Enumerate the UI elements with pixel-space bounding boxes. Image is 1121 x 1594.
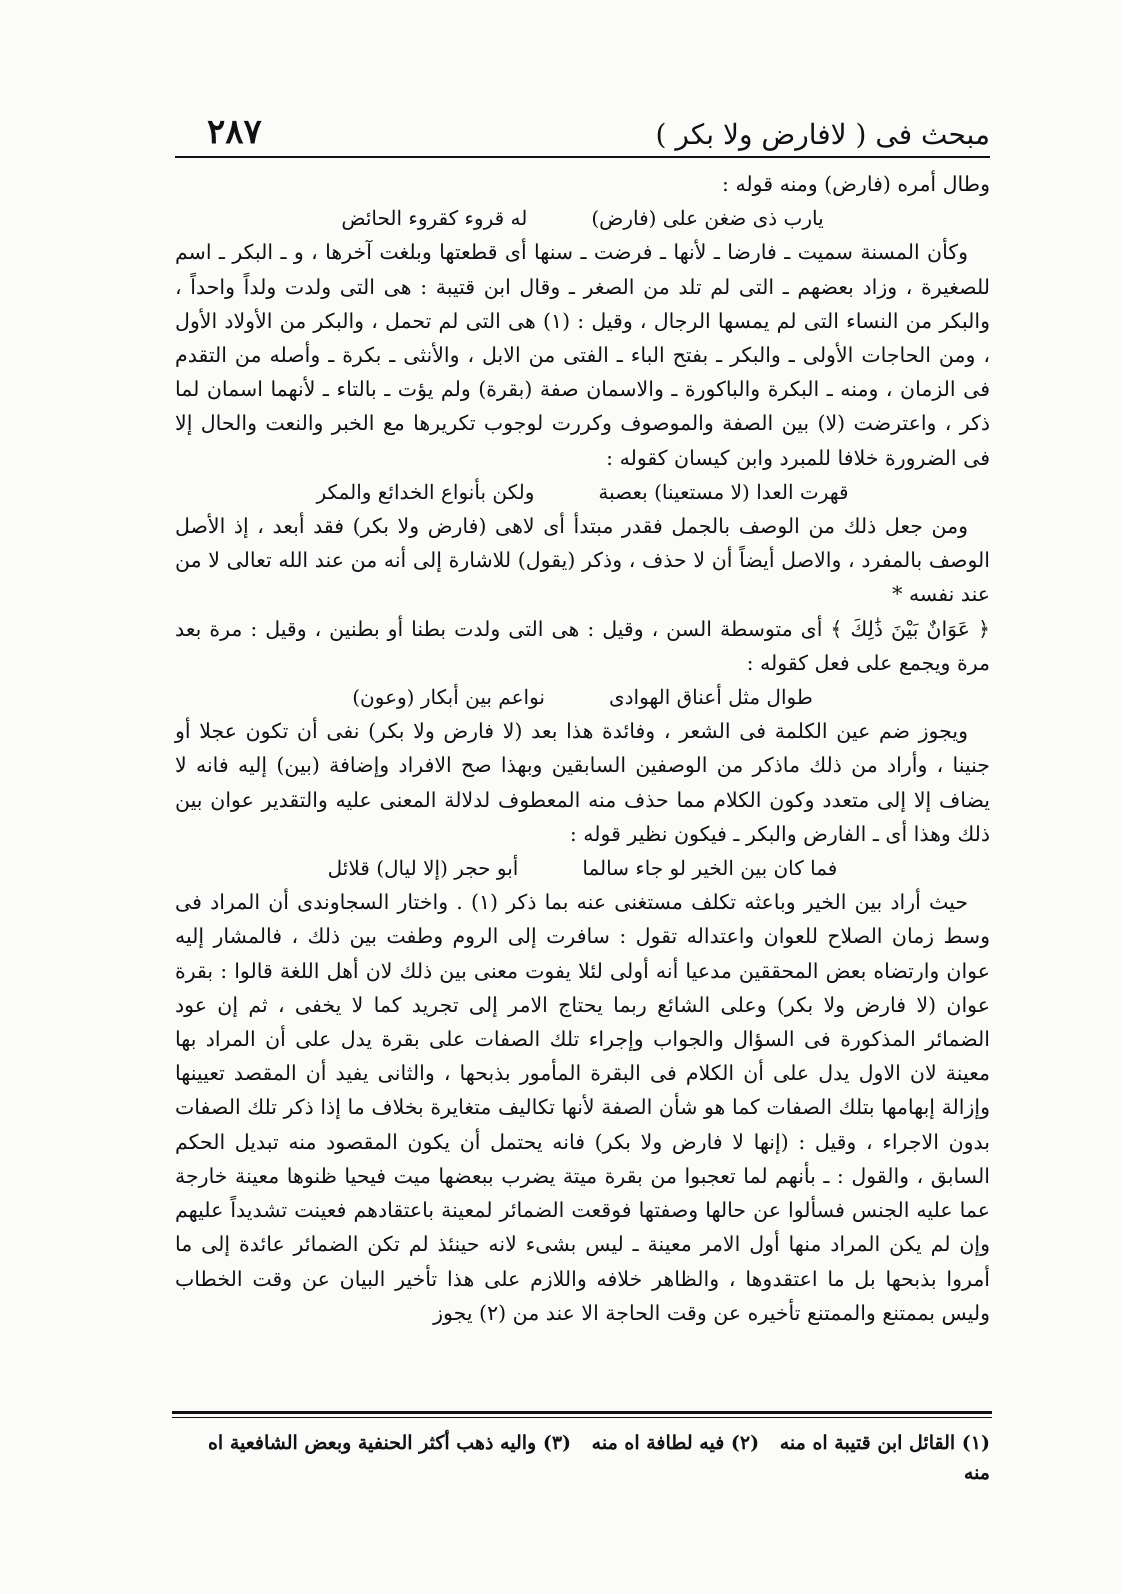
footnote-2: (٢) فيه لطافة اه منه bbox=[591, 1432, 760, 1454]
main-text bbox=[175, 167, 990, 1345]
poetry-verse bbox=[175, 680, 990, 714]
poetry-verse bbox=[175, 475, 990, 509]
verse-second-hemistich: نواعم بين أبكار (وعون) bbox=[352, 685, 545, 710]
verse-first-hemistich: فما كان بين الخير لو جاء سالما bbox=[582, 856, 838, 881]
running-title: مبحث فى ( لافارض ولا بكر ) bbox=[655, 118, 990, 151]
poetry-verse bbox=[175, 851, 990, 885]
footnote-3: (٣) واليه ذهب أكثر الحنفية وبعض الشافعية اه منه bbox=[207, 1432, 990, 1484]
verse-second-hemistich: له قروء كقروء الحائض bbox=[341, 206, 528, 231]
footnote-divider-thin bbox=[172, 1417, 992, 1418]
paragraph-text: أى متوسطة السن ، وقيل : هى التى ولدت بطنا أو بطنين ، وقيل : مرة بعد مرة ويجمع على فعل كقوله : bbox=[175, 616, 990, 675]
footnotes bbox=[175, 1428, 990, 1488]
poetry-verse bbox=[175, 201, 990, 235]
footnote-divider bbox=[172, 1411, 992, 1414]
verse-first-hemistich: يارب ذى ضغن على (فارض) bbox=[591, 206, 824, 231]
page-header bbox=[175, 112, 990, 158]
verse-second-hemistich: أبو حجر (إلا ليال) قلائل bbox=[327, 856, 519, 881]
verse-first-hemistich: قهرت العدا (لا مستعينا) بعصبة bbox=[598, 479, 849, 504]
paragraph: وكأن المسنة سميت ـ فارضا ـ لأنها ـ فرضت ـ سنها أى قطعتها وبلغت آخرها ، و ـ البكر ـ اسم للصغيرة ، وزاد بعضهم ـ التى لم تلد من الصغر ـ وقال ابن قتيبة : هى التى ولدت ولداً واحداً ، والبكر من النساء التى لم يمسها الرجال ، وقيل : (١) هى التى لم تحمل ، والبكر من الأولاد الأول ، ومن الحاجات الأولى ـ والبكر ـ بفتح الباء ـ الفتى من الابل ، والأنثى ـ بكرة ـ وأصله من التقدم فى الزمان ، ومنه ـ البكرة والباكورة ـ والاسمان صفة (بقرة) ولم يؤت ـ بالتاء ـ لأنهما اسمان لما ذكر ، واعترضت (لا) بين الصفة والموصوف وكررت لوجوب تكريرها مع الخبر والنعت والحال إلا فى الضرورة خلافا للمبرد وابن كيسان كقوله : bbox=[175, 240, 990, 470]
footnote-1: (١) القائل ابن قتيبة اه منه bbox=[779, 1432, 990, 1454]
page-number: ٢٨٧ bbox=[207, 112, 262, 152]
paragraph: ويجوز ضم عين الكلمة فى الشعر ، وفائدة هذا بعد (لا فارض ولا بكر) نفى أن تكون عجلا أو جنينا ، وأراد من ذلك ماذكر من الوصفين السابقين وبهذا صح الافراد وإضافة (بين) إليه فانه لا يضاف إلا إلى متعدد وكون الكلام مما حذف منه المعطوف لدلالة المعنى عليه والتقدير عوان بين ذلك وهذا أى ـ الفارض والبكر ـ فيكون نظير قوله : bbox=[175, 719, 990, 846]
paragraph: حيث أراد بين الخير وباعثه تكلف مستغنى عنه بما ذكر (١) . واختار السجاوندى أن المراد فى وسط زمان الصلاح للعوان واعتداله تقول : سافرت إلى الروم وطفت بين ذلك ، فالمشار إليه عوان وارتضاه بعض المحققين مدعيا أنه أولى لئلا يفوت معنى بين ذلك لان أهل اللغة قالوا : بقرة عوان (لا فارض ولا بكر) وعلى الشائع ربما يحتاج الامر إلى تجريد كما لا يخفى ، ثم إن عود الضمائر المذكورة فى السؤال والجواب وإجراء تلك الصفات على بقرة يدل على أن المراد بها معينة لان الاول يدل على أن الكلام فى البقرة المأمور بذبحها ، والثانى يفيد أن المقصد تعيينها وإزالة إبهامها بتلك الصفات كما هو شأن الصفة لأنها تكاليف متغايرة بخلاف ما إذا ذكر تلك الصفات بدون الاجراء ، وقيل : (إنها لا فارض ولا بكر) فانه يحتمل أن يكون المقصود منه تبديل الحكم السابق ، والقول : ـ بأنهم لما تعجبوا من بقرة ميتة يضرب ببعضها ميت فيحيا ظنوها معينة خارجة عما عليه الجنس فسألوا عن حالها وصفتها فوقعت الضمائر لمعينة باعتقادهم فعينت تشديداً عليهم وإن لم يكن المراد منها أول الامر معينة ـ ليس بشىء لانه حينئذ لم تكن الضمائر عائدة إلى ما أمروا بذبحها بل ما اعتقدوها ، والظاهر خلافه واللازم على هذا تأخير البيان عن وقت الخطاب وليس بممتنع والممتنع تأخيره عن وقت الحاجة الا عند من (٢) يجوز bbox=[175, 890, 990, 1325]
paragraph: وطال أمره (فارض) ومنه قوله : bbox=[722, 172, 990, 196]
paragraph: ومن جعل ذلك من الوصف بالجمل فقدر مبتدأ أى لاهى (فارض ولا بكر) فقد أبعد ، إذ الأصل الوصف بالمفرد ، والاصل أيضاً أن لا حذف ، وذكر (يقول) للاشارة إلى أنه من عند الله تعالى لا من عند نفسه * bbox=[175, 514, 990, 607]
paragraph bbox=[175, 612, 990, 680]
verse-second-hemistich: ولكن بأنواع الخدائع والمكر bbox=[316, 479, 535, 504]
quran-quote: ﴿ عَوَانٌ بَيْنَ ذَٰلِكَ ﴾ bbox=[830, 616, 990, 641]
verse-first-hemistich: طوال مثل أعناق الهوادى bbox=[608, 685, 813, 710]
